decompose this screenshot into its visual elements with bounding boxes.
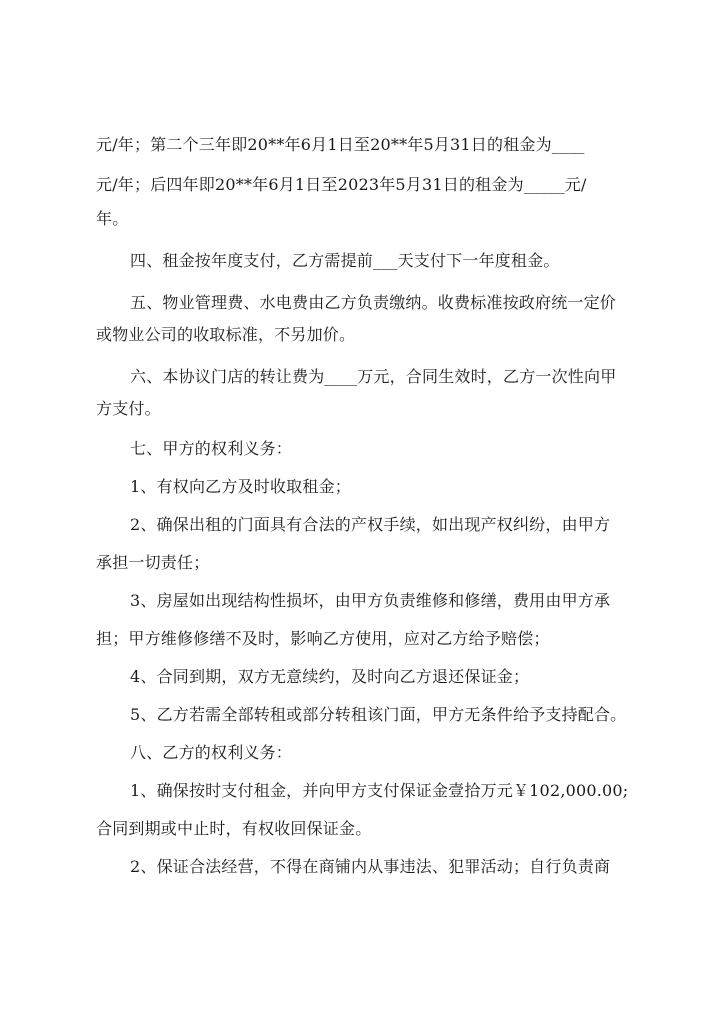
text-line: 合同到期或中止时，有权收回保证金。 (96, 819, 372, 838)
text-line: 元/年；第二个三年即20**年6月1日至20**年5月31日的租金为____ (96, 135, 585, 154)
section-8-heading: 八、乙方的权利义务： (130, 743, 293, 762)
text-line: 担；甲方维修修缮不及时，影响乙方使用，应对乙方给予赔偿； (96, 629, 550, 648)
section-5: 五、物业管理费、水电费由乙方负责缴纳。收费标准按政府统一定价 (130, 293, 617, 312)
list-item: 4、合同到期，双方无意续约，及时向乙方退还保证金； (130, 667, 530, 686)
list-item: 2、保证合法经营，不得在商铺内从事违法、犯罪活动；自行负责商 (130, 857, 611, 876)
text-line: 方支付。 (96, 399, 161, 418)
text-line: 承担一切责任； (96, 553, 210, 572)
text-line: 元/年；后四年即20**年6月1日至2023年5月31日的租金为_____元/ (96, 175, 587, 194)
text-line: 年。 (96, 209, 129, 228)
list-item: 5、乙方若需全部转租或部分转租该门面，甲方无条件给予支持配合。 (130, 705, 627, 724)
section-6: 六、本协议门店的转让费为____万元，合同生效时，乙方一次性向甲 (130, 367, 617, 386)
section-4: 四、租金按年度支付，乙方需提前___天支付下一年度租金。 (130, 251, 560, 270)
text-line: 或物业公司的收取标准，不另加价。 (96, 325, 356, 344)
section-7-heading: 七、甲方的权利义务： (130, 439, 293, 458)
list-item: 1、有权向乙方及时收取租金； (130, 477, 351, 496)
list-item: 1、确保按时支付租金，并向甲方支付保证金壹拾万元￥102,000.00; (130, 781, 629, 800)
list-item: 3、房屋如出现结构性损坏，由甲方负责维修和修缮，费用由甲方承 (130, 591, 611, 610)
list-item: 2、确保出租的门面具有合法的产权手续，如出现产权纠纷，由甲方 (130, 515, 611, 534)
